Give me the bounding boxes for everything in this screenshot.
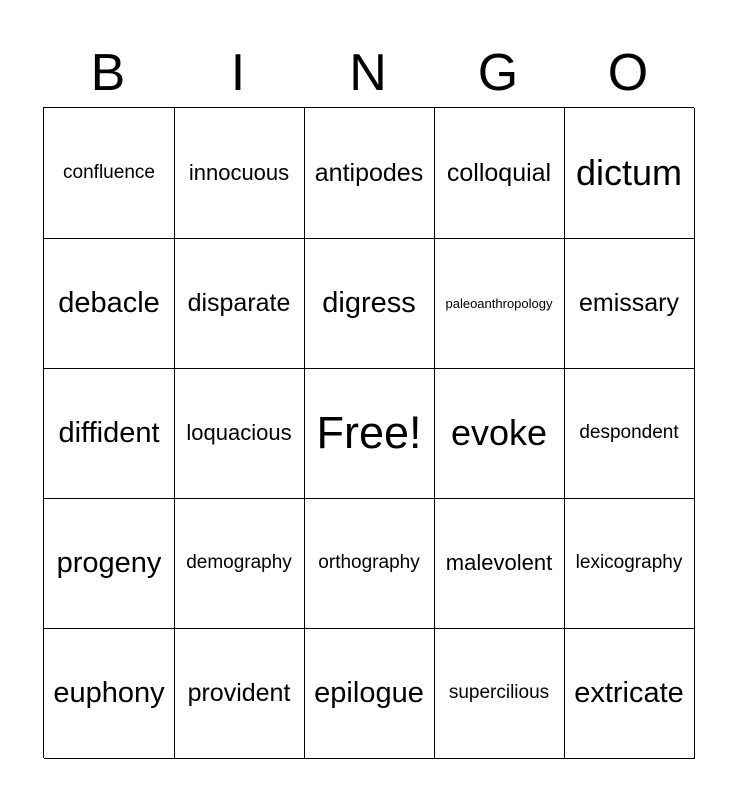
bingo-cell[interactable]: orthography [304,498,435,629]
header-letter-o: O [607,44,649,102]
header-letter-i: I [230,44,246,102]
bingo-cell[interactable]: malevolent [434,498,565,629]
bingo-cell[interactable]: innocuous [174,108,305,239]
bingo-board [43,107,694,758]
bingo-cell[interactable]: dictum [564,108,695,239]
free-space-cell[interactable]: Free! [304,368,435,499]
bingo-header [43,40,693,106]
bingo-cell[interactable]: supercilious [434,628,565,759]
bingo-cell[interactable]: lexicography [564,498,695,629]
bingo-cell[interactable]: antipodes [304,108,435,239]
bingo-cell[interactable]: confluence [44,108,175,239]
bingo-cell[interactable]: colloquial [434,108,565,239]
bingo-cell[interactable]: paleoanthropology [434,238,565,369]
bingo-cell[interactable]: euphony [44,628,175,759]
bingo-cell[interactable]: provident [174,628,305,759]
header-letter-b: B [90,44,126,102]
header-letter-g: G [477,44,519,102]
bingo-cell[interactable]: evoke [434,368,565,499]
bingo-cell[interactable]: progeny [44,498,175,629]
bingo-cell[interactable]: disparate [174,238,305,369]
header-letter-n: N [349,44,387,102]
bingo-cell[interactable]: extricate [564,628,695,759]
bingo-cell[interactable]: demography [174,498,305,629]
bingo-cell[interactable]: loquacious [174,368,305,499]
bingo-cell[interactable]: despondent [564,368,695,499]
bingo-cell[interactable]: digress [304,238,435,369]
bingo-cell[interactable]: emissary [564,238,695,369]
bingo-cell[interactable]: diffident [44,368,175,499]
bingo-cell[interactable]: epilogue [304,628,435,759]
bingo-cell[interactable]: debacle [44,238,175,369]
